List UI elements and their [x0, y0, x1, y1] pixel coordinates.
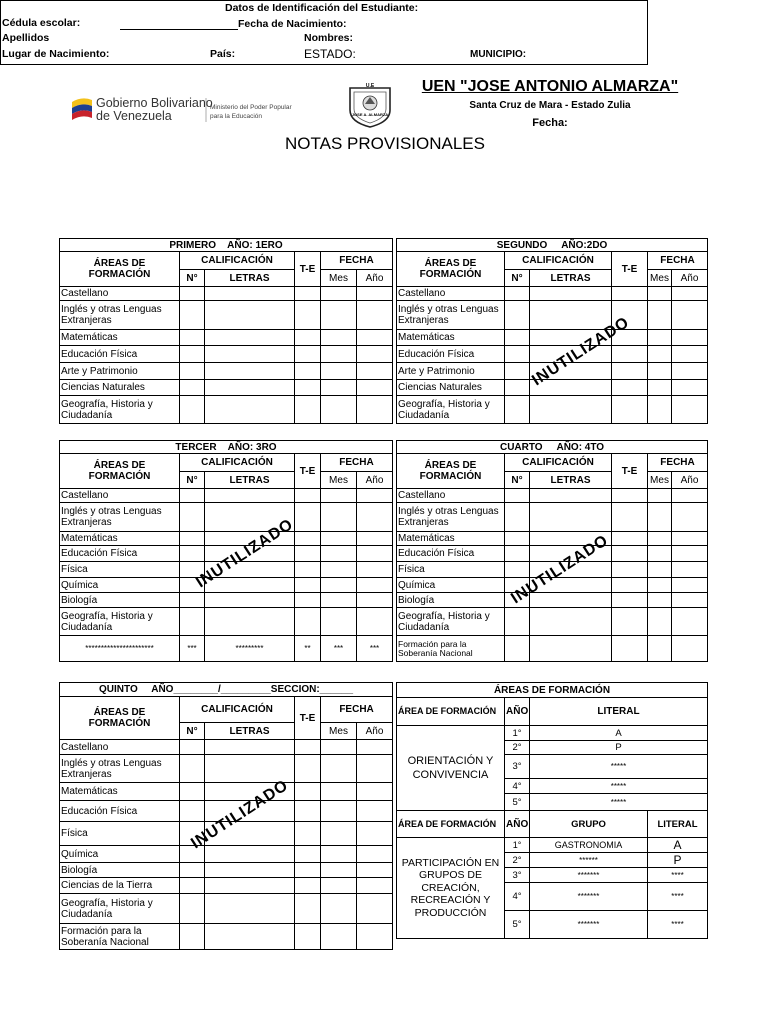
te-header: T-E: [295, 252, 321, 287]
fecha-header: FECHA: [321, 697, 393, 723]
anio-cell: 5°: [505, 911, 530, 939]
letras-header: LETRAS: [530, 472, 612, 489]
literal-cell: *****: [530, 755, 708, 779]
col-anio-header: AÑO: [505, 811, 530, 838]
calificacion-header: CALIFICACIÓN: [180, 252, 295, 270]
subject-cell: Física: [60, 822, 180, 846]
subject-cell: Inglés y otras Lenguas Extranjeras: [60, 301, 180, 330]
ministry-line1: Ministerio del Poder Popular: [210, 104, 292, 111]
filler-cell: ***: [357, 636, 393, 662]
calificacion-header: CALIFICACIÓN: [505, 252, 612, 270]
anio-header: Año: [357, 723, 393, 740]
subject-cell: Castellano: [60, 287, 180, 301]
subject-cell: Castellano: [60, 740, 180, 755]
school-location: Santa Cruz de Mara - Estado Zulia: [469, 100, 631, 111]
subject-cell: Educación Física: [397, 546, 505, 562]
date-label: Fecha:: [532, 117, 568, 129]
subject-cell: Educación Física: [397, 346, 505, 363]
school-crest-logo: [346, 82, 394, 128]
birthplace-label: Lugar de Nacimiento:: [2, 48, 110, 60]
col-area-header: ÁREA DE FORMACIÓN: [397, 698, 505, 726]
subject-cell: Geografía, Historia y Ciudadanía: [397, 396, 505, 424]
crest-top-text: U.E: [365, 83, 375, 89]
literal-cell: P: [648, 853, 708, 868]
fecha-header: FECHA: [648, 454, 708, 472]
letras-header: LETRAS: [205, 472, 295, 489]
areas-header: ÁREAS DE FORMACIÓN: [60, 454, 180, 489]
subject-cell: Inglés y otras Lenguas Extranjeras: [397, 301, 505, 330]
mes-header: Mes: [321, 472, 357, 489]
numero-header: N°: [505, 472, 530, 489]
col-area-header: ÁREA DE FORMACIÓN: [397, 811, 505, 838]
col-grupo-header: GRUPO: [530, 811, 648, 838]
te-header: T-E: [612, 454, 648, 489]
mes-header: Mes: [648, 472, 672, 489]
crest-name-text: JOSE A. ALMARZA: [351, 112, 389, 117]
calificacion-header: CALIFICACIÓN: [180, 454, 295, 472]
inutilizado-stamp-year5: INUTILIZADO: [188, 776, 292, 853]
inutilizado-stamp-year2: INUTILIZADO: [529, 313, 633, 390]
year3-grades-table: [59, 440, 393, 662]
areas-formacion-table: [396, 682, 708, 939]
subject-cell: Matemáticas: [397, 532, 505, 546]
anio-cell: 3°: [505, 868, 530, 883]
literal-cell: A: [530, 726, 708, 741]
subject-cell: Física: [397, 562, 505, 578]
anio-cell: 3°: [505, 755, 530, 779]
col-literal-header: LITERAL: [530, 698, 708, 726]
grupo-cell: *******: [530, 868, 648, 883]
estado-label: ESTADO:: [304, 47, 356, 61]
numero-header: N°: [180, 270, 205, 287]
year4-grades-table: [396, 440, 708, 662]
year4-heading: CUARTO AÑO: 4TO: [397, 441, 708, 454]
ministry-line2: para la Educación: [210, 113, 263, 120]
anio-cell: 4°: [505, 883, 530, 911]
literal-cell: A: [648, 838, 708, 853]
areas-header: ÁREAS DE FORMACIÓN: [60, 697, 180, 740]
subject-cell: Biología: [60, 593, 180, 608]
fecha-header: FECHA: [321, 454, 393, 472]
orientation-area-cell: ORIENTACIÓN Y CONVIVENCIA: [397, 726, 505, 811]
subject-cell: Castellano: [397, 489, 505, 503]
subject-cell: Geografía, Historia y Ciudadanía: [60, 396, 180, 424]
calificacion-header: CALIFICACIÓN: [505, 454, 612, 472]
subject-cell: Inglés y otras Lenguas Extranjeras: [60, 503, 180, 532]
subject-cell: Matemáticas: [60, 532, 180, 546]
student-section-title: Datos de Identificación del Estudiante:: [225, 2, 419, 14]
subject-cell: Química: [60, 846, 180, 863]
col-anio-header: AÑO: [505, 698, 530, 726]
anio-cell: 1°: [505, 838, 530, 853]
filler-cell: *********: [205, 636, 295, 662]
filler-cell: **********************: [60, 636, 180, 662]
anio-cell: 4°: [505, 779, 530, 794]
birthdate-label: Fecha de Nacimiento:: [238, 18, 347, 30]
literal-cell: ****: [648, 883, 708, 911]
te-header: T-E: [295, 454, 321, 489]
student-id-section: [0, 0, 648, 65]
subject-cell: Geografía, Historia y Ciudadanía: [60, 608, 180, 636]
fecha-header: FECHA: [321, 252, 393, 270]
te-header: T-E: [612, 252, 648, 287]
subject-cell: Ciencias Naturales: [60, 380, 180, 396]
subject-cell: Formación para la Soberanía Nacional: [60, 924, 180, 950]
grupo-cell: GASTRONOMIA: [530, 838, 648, 853]
grupo-cell: ******: [530, 853, 648, 868]
year5-heading: QUINTO AÑO________/_________SECCION:______: [60, 683, 393, 697]
letras-header: LETRAS: [205, 270, 295, 287]
cedula-label: Cédula escolar:: [2, 17, 81, 29]
letras-header: LETRAS: [205, 723, 295, 740]
subject-cell: Ciencias Naturales: [397, 380, 505, 396]
subject-cell: Química: [60, 578, 180, 593]
areas-header: ÁREAS DE FORMACIÓN: [397, 454, 505, 489]
anio-header: Año: [357, 472, 393, 489]
anio-header: Año: [672, 472, 708, 489]
municipio-label: MUNICIPIO:: [470, 49, 527, 60]
subject-cell: Castellano: [397, 287, 505, 301]
subject-cell: Arte y Patrimonio: [60, 363, 180, 380]
subject-cell: Biología: [397, 593, 505, 608]
col-literal-header: LITERAL: [648, 811, 708, 838]
numero-header: N°: [180, 723, 205, 740]
subject-cell: Geografía, Historia y Ciudadanía: [60, 894, 180, 924]
year3-heading: TERCER AÑO: 3RO: [60, 441, 393, 454]
subject-cell: Arte y Patrimonio: [397, 363, 505, 380]
venezuela-flag-icon: [72, 98, 92, 120]
mes-header: Mes: [321, 270, 357, 287]
areas-formacion-title: ÁREAS DE FORMACIÓN: [397, 683, 708, 698]
fecha-header: FECHA: [648, 252, 708, 270]
grupo-cell: *******: [530, 883, 648, 911]
inutilizado-stamp-year4: INUTILIZADO: [508, 531, 612, 608]
te-header: T-E: [295, 697, 321, 740]
calificacion-header: CALIFICACIÓN: [180, 697, 295, 723]
literal-cell: ****: [648, 868, 708, 883]
subject-cell: Física: [60, 562, 180, 578]
document-title: NOTAS PROVISIONALES: [285, 134, 485, 153]
subject-cell: Matemáticas: [60, 330, 180, 346]
literal-cell: ****: [648, 911, 708, 939]
subject-cell: Educación Física: [60, 546, 180, 562]
areas-header: ÁREAS DE FORMACIÓN: [60, 252, 180, 287]
apellidos-label: Apellidos: [2, 32, 50, 44]
literal-cell: P: [530, 741, 708, 755]
gov-logo-line2: de Venezuela: [96, 109, 172, 123]
year2-grades-table: [396, 238, 708, 424]
subject-cell: Inglés y otras Lenguas Extranjeras: [60, 755, 180, 783]
anio-header: Año: [357, 270, 393, 287]
pais-label: País:: [210, 48, 236, 60]
literal-cell: *****: [530, 779, 708, 794]
school-name: UEN "JOSE ANTONIO ALMARZA": [421, 78, 679, 95]
numero-header: N°: [505, 270, 530, 287]
filler-cell: **: [295, 636, 321, 662]
areas-header: ÁREAS DE FORMACIÓN: [397, 252, 505, 287]
year1-grades-table: [59, 238, 393, 424]
anio-cell: 5°: [505, 794, 530, 811]
filler-cell: ***: [321, 636, 357, 662]
literal-cell: *****: [530, 794, 708, 811]
subject-cell: Matemáticas: [397, 330, 505, 346]
mes-header: Mes: [648, 270, 672, 287]
subject-cell: Formación para la Soberanía Nacional: [397, 636, 505, 662]
participation-area-cell: PARTICIPACIÓN EN GRUPOS DE CREACIÓN, RECREACIÓN Y PRODUCCIÓN: [397, 838, 505, 939]
anio-cell: 2°: [505, 741, 530, 755]
year1-heading: PRIMERO AÑO: 1ERO: [60, 239, 393, 252]
gobierno-bolivariano-logo: [70, 92, 310, 126]
anio-cell: 1°: [505, 726, 530, 741]
numero-header: N°: [180, 472, 205, 489]
anio-cell: 2°: [505, 853, 530, 868]
mes-header: Mes: [321, 723, 357, 740]
subject-cell: Inglés y otras Lenguas Extranjeras: [397, 503, 505, 532]
subject-cell: Educación Física: [60, 346, 180, 363]
cedula-line[interactable]: [120, 29, 238, 30]
anio-header: Año: [672, 270, 708, 287]
inutilizado-stamp-year3: INUTILIZADO: [193, 515, 297, 592]
year2-heading: SEGUNDO AÑO:2DO: [397, 239, 708, 252]
letras-header: LETRAS: [530, 270, 612, 287]
subject-cell: Castellano: [60, 489, 180, 503]
nombres-label: Nombres:: [304, 32, 354, 44]
grupo-cell: *******: [530, 911, 648, 939]
subject-cell: Ciencias de la Tierra: [60, 878, 180, 894]
subject-cell: Química: [397, 578, 505, 593]
subject-cell: Biología: [60, 863, 180, 878]
subject-cell: Matemáticas: [60, 783, 180, 801]
subject-cell: Educación Física: [60, 801, 180, 822]
subject-cell: Geografía, Historia y Ciudadanía: [397, 608, 505, 636]
filler-cell: ***: [180, 636, 205, 662]
gov-logo-line1: Gobierno Bolivariano: [96, 96, 213, 110]
